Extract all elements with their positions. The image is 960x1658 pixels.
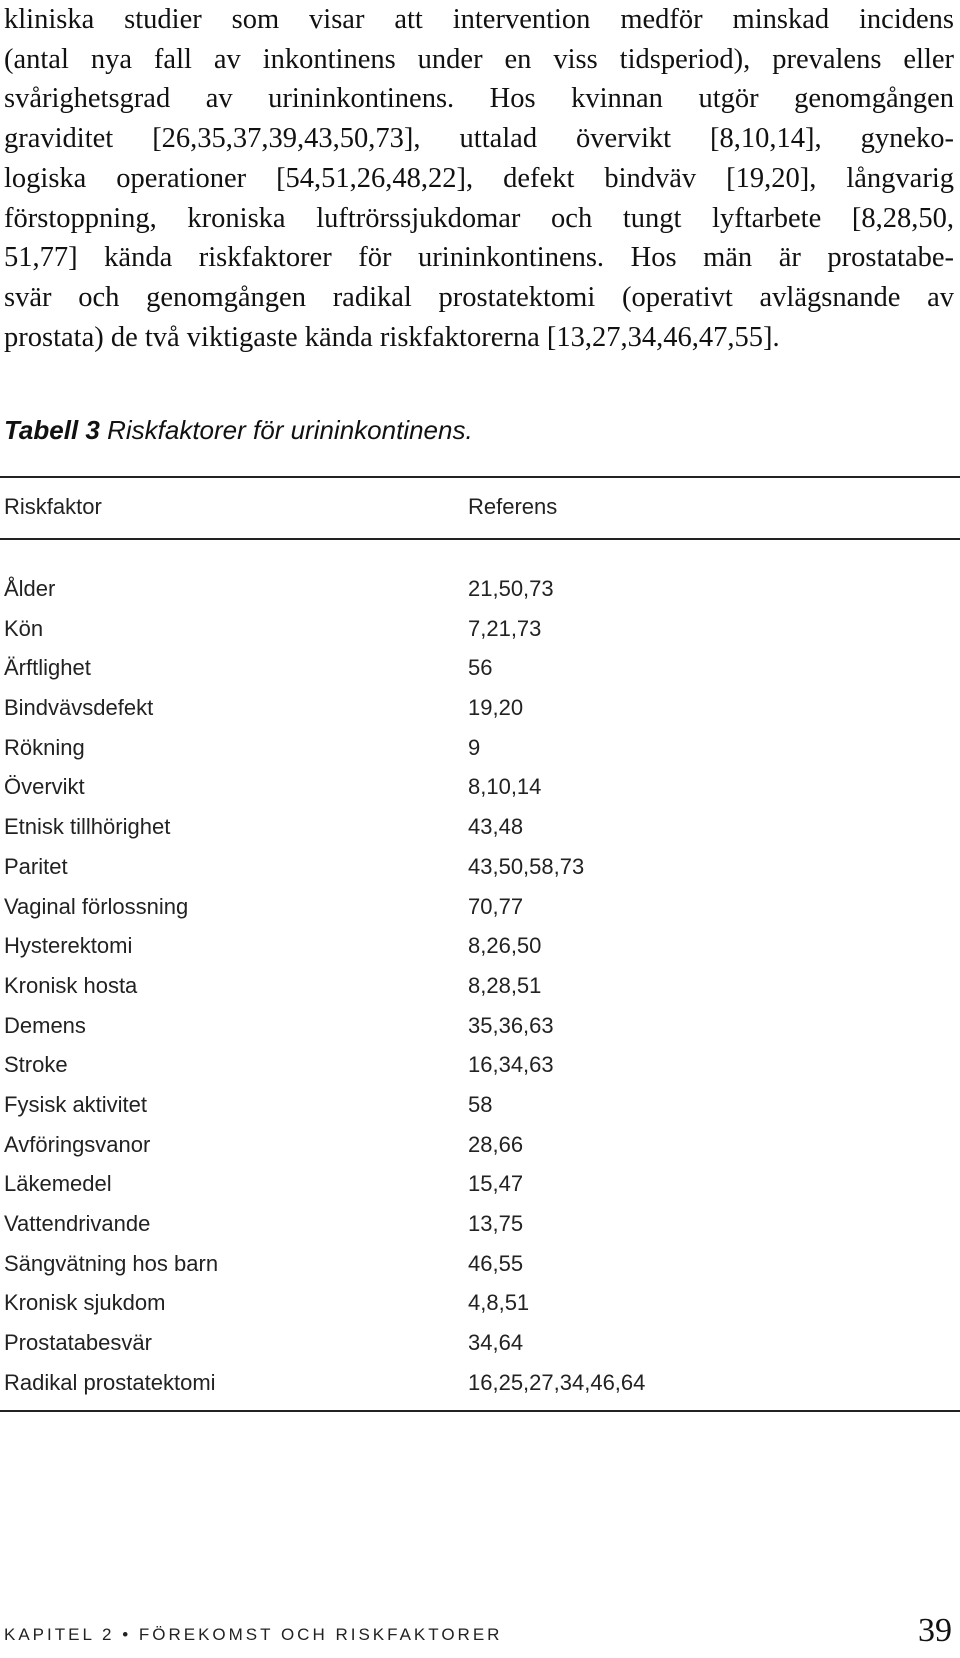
running-head: KAPITEL 2 • FÖREKOMST OCH RISKFAKTORER: [4, 1625, 503, 1644]
body-paragraph: [4, 0, 954, 357]
table-row: [4, 1328, 944, 1368]
table-row: [4, 971, 944, 1011]
reference-cell: 16,25,27,34,46,64: [468, 1369, 646, 1395]
risk-factor-cell: Hysterektomi: [4, 933, 133, 959]
reference-cell: 56: [468, 655, 493, 681]
risk-factor-cell: Vattendrivande: [4, 1211, 151, 1236]
paragraph-line: prostata) de två viktigaste kända riskfaktorerna [13,27,34,46,47,55].: [4, 321, 780, 353]
table-caption-label: Tabell 3: [4, 415, 100, 445]
table-row: [4, 1130, 944, 1170]
paragraph-line: svårighetsgrad av urininkontinens. Hos kvinnan utgör genomgången: [4, 83, 954, 115]
table-body: [0, 574, 960, 1407]
table-row: [4, 892, 944, 932]
table-row: [4, 1249, 944, 1289]
reference-cell: 58: [468, 1091, 493, 1117]
paragraph-line: logiska operationer [54,51,26,48,22], defekt bindväv [19,20], långvarig: [4, 162, 954, 194]
reference-cell: 4,8,51: [468, 1290, 530, 1316]
table-caption-title: Riskfaktorer för urininkontinens.: [107, 415, 473, 445]
table-row: [4, 614, 944, 654]
risk-factor-cell: Kön: [4, 615, 44, 641]
risk-factor-cell: Radikal prostatektomi: [4, 1369, 216, 1395]
table-row: [4, 574, 944, 614]
risk-factor-cell: Bindvävsdefekt: [4, 695, 154, 721]
table-bottom-rule: [0, 1410, 960, 1412]
risk-factor-cell: Demens: [4, 1012, 86, 1038]
risk-factor-cell: Stroke: [4, 1052, 68, 1078]
risk-factor-cell: Övervikt: [4, 774, 85, 800]
reference-cell: 28,66: [468, 1131, 524, 1157]
reference-cell: 13,75: [468, 1211, 524, 1236]
table-row: [4, 653, 944, 693]
paragraph-line: kliniska studier som visar att intervention medför minskad incidens: [4, 4, 954, 35]
table-row: [4, 931, 944, 971]
page-number: 39: [918, 1612, 952, 1649]
reference-cell: 8,26,50: [468, 933, 542, 959]
risk-factor-cell: Avföringsvanor: [4, 1131, 151, 1157]
table-row: [4, 1288, 944, 1328]
risk-factor-cell: Läkemedel: [4, 1171, 112, 1197]
table-header-row: [4, 492, 944, 522]
reference-cell: 21,50,73: [468, 576, 554, 601]
risk-factor-cell: Fysisk aktivitet: [4, 1091, 148, 1117]
reference-cell: 15,47: [468, 1171, 524, 1197]
risk-factor-cell: Kronisk hosta: [4, 972, 138, 998]
column-header-riskfaktor: Riskfaktor: [4, 494, 102, 519]
reference-cell: 8,10,14: [468, 774, 542, 800]
table-caption: [4, 414, 473, 446]
risk-factor-cell: Vaginal förlossning: [4, 893, 189, 919]
risk-factor-cell: Etnisk tillhörighet: [4, 814, 171, 840]
risk-factor-cell: Ärftlighet: [4, 655, 91, 681]
paragraph-line: (antal nya fall av inkontinens under en viss tidsperiod), prevalens eller: [4, 43, 954, 75]
table-row: [4, 852, 944, 892]
table-row: [4, 1169, 944, 1209]
reference-cell: 43,50,58,73: [468, 853, 585, 879]
table-row: [4, 772, 944, 812]
reference-cell: 9: [468, 734, 481, 760]
risk-factor-cell: Sängvätning hos barn: [4, 1250, 219, 1276]
reference-cell: 70,77: [468, 893, 524, 919]
table-row: [4, 1011, 944, 1051]
reference-cell: 35,36,63: [468, 1012, 554, 1038]
reference-cell: 34,64: [468, 1330, 524, 1356]
risk-factor-cell: Kronisk sjukdom: [4, 1290, 166, 1316]
table-row: [4, 1368, 944, 1408]
risk-factor-cell: Prostatabesvär: [4, 1330, 152, 1356]
table-row: [4, 1050, 944, 1090]
table-header-rule: [0, 538, 960, 540]
risk-factor-cell: Paritet: [4, 853, 68, 879]
table-row: [4, 1209, 944, 1249]
reference-cell: 8,28,51: [468, 972, 542, 998]
reference-cell: 19,20: [468, 695, 524, 721]
reference-cell: 16,34,63: [468, 1052, 554, 1078]
risk-factor-cell: Ålder: [4, 576, 56, 601]
table-row: [4, 812, 944, 852]
table-row: [4, 1090, 944, 1130]
reference-cell: 46,55: [468, 1250, 524, 1276]
paragraph-line: svär och genomgången radikal prostatektomi (operativt avlägsnande av: [4, 281, 954, 313]
reference-cell: 43,48: [468, 814, 524, 840]
reference-cell: 7,21,73: [468, 615, 542, 641]
column-header-referens: Referens: [468, 494, 558, 519]
paragraph-line: graviditet [26,35,37,39,43,50,73], uttalad övervikt [8,10,14], gyneko-: [4, 123, 954, 155]
paragraph-line: förstoppning, kroniska luftrörssjukdomar och tungt lyftarbete [8,28,50,: [4, 202, 954, 234]
table-row: [4, 733, 944, 773]
risk-factor-cell: Rökning: [4, 734, 85, 760]
table-row: [4, 693, 944, 733]
paragraph-line: 51,77] kända riskfaktorer för urininkontinens. Hos män är prostatabe-: [4, 242, 954, 274]
table-top-rule: [0, 476, 960, 478]
